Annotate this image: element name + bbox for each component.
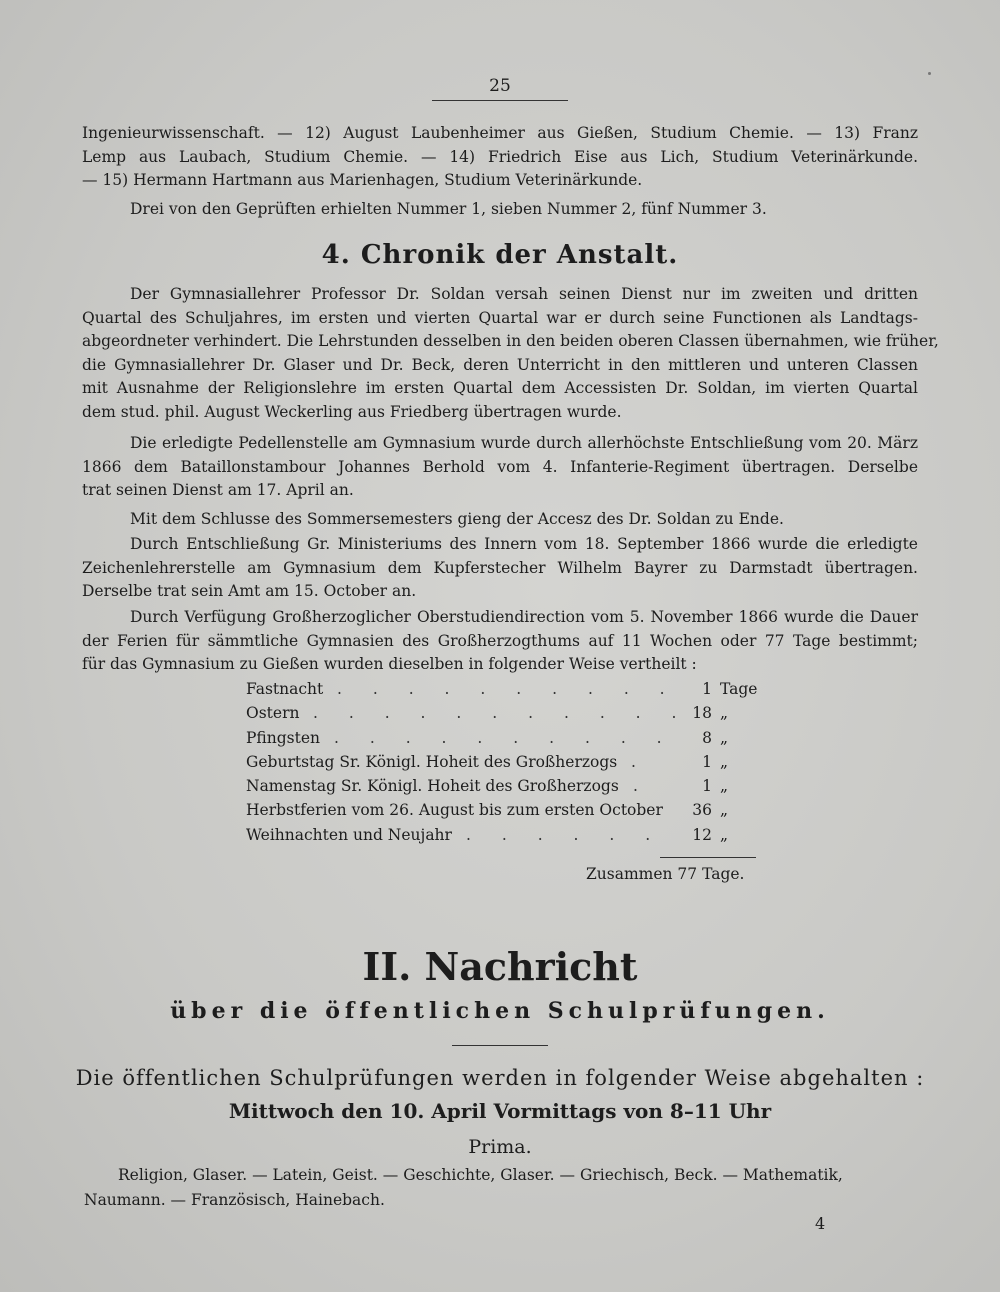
holiday-row [246, 680, 766, 704]
leader-dots: . . . . . . . . . . . [313, 704, 690, 723]
holiday-table [246, 680, 766, 850]
text-line: Ingenieurwissenschaft. — 12) August Laubenheimer aus Gießen, Studium Chemie. — 13) Franz [82, 124, 918, 142]
holiday-unit: „ [720, 728, 729, 747]
signature-mark: 4 [815, 1214, 826, 1233]
holiday-label: Herbstferien vom 26. August bis zum ersten October [246, 801, 663, 820]
speck [928, 72, 931, 75]
chronicle-paragraph-1 [82, 283, 939, 425]
text-line: trat seinen Dienst am 17. April an. [82, 481, 354, 500]
leader-dots: . . . . . . . . . . [334, 728, 675, 747]
holiday-row [246, 826, 766, 850]
text-line: Lemp aus Laubach, Studium Chemie. — 14) Friedrich Eise aus Lich, Studium Veterinärkunde. [82, 147, 918, 166]
page-number: 25 [489, 76, 511, 96]
leader-dots: . . . . . . [466, 825, 664, 844]
chronicle-paragraph-4 [82, 533, 918, 604]
holiday-days: 18 [692, 704, 712, 723]
holiday-row [246, 704, 766, 728]
text-line: Religion, Glaser. — Latein, Geist. — Geschichte, Glaser. — Griechisch, Beck. — Mathematik, [118, 1166, 843, 1184]
text-line: Quartal des Schuljahres, im ersten und vierten Quartal war er durch seine Functionen als Landtags- [82, 308, 918, 327]
text-line: — 15) Hermann Hartmann aus Marienhagen, Studium Veterinärkunde. [82, 171, 643, 190]
chronicle-paragraph-2 [82, 432, 918, 503]
chronicle-paragraph-3 [82, 508, 918, 532]
leader-dots: . . . . . . . . . . [337, 680, 678, 698]
holiday-label: Weihnachten und Neujahr [246, 825, 452, 844]
leader-dots: . [631, 752, 649, 771]
holiday-label: Geburtstag Sr. Königl. Hoheit des Großherzogs [246, 752, 618, 771]
text-line: mit Ausnahme der Religionslehre im ersten Quartal dem Accessisten Dr. Soldan, im vierten Quartal [82, 379, 918, 398]
holiday-unit: „ [720, 752, 729, 771]
exam-date-line: Mittwoch den 10. April Vormittags von 8–11 Uhr [228, 1099, 772, 1123]
intro-paragraph [82, 122, 918, 193]
holiday-days: 36 [692, 801, 712, 820]
section-title: 4. Chronik der Anstalt. [321, 240, 679, 270]
section-divider [452, 1045, 548, 1046]
text-line: Durch Entschließung Gr. Ministeriums des Innern vom 18. September 1866 wurde die erledigte [130, 535, 918, 553]
sum-rule [660, 857, 756, 858]
holiday-unit: Tage [720, 680, 758, 698]
holiday-unit: „ [720, 801, 729, 820]
holiday-label: Pfingsten [246, 728, 321, 747]
holiday-row [246, 729, 766, 753]
chronicle-paragraph-5 [82, 606, 918, 677]
holiday-days: 1 [702, 680, 712, 698]
holiday-label: Namenstag Sr. Königl. Hoheit des Großherzogs [246, 777, 619, 796]
holiday-total: Zusammen 77 Tage. [586, 865, 745, 883]
text-line: Naumann. — Französisch, Hainebach. [84, 1191, 385, 1209]
holiday-label: Fastnacht [246, 680, 324, 698]
text-line: abgeordneter verhindert. Die Lehrstunden desselben in den beiden oberen Classen übernahmen, wie früher, [82, 332, 939, 351]
holiday-label: Ostern [246, 704, 300, 723]
text-line: Zeichenlehrerstelle am Gymnasium dem Kupferstecher Wilhelm Bayrer zu Darmstadt übertragen. [82, 558, 918, 577]
holiday-row [246, 801, 766, 825]
holiday-unit: „ [720, 825, 729, 844]
text-line: Mit dem Schlusse des Sommersemesters gieng der Accesz des Dr. Soldan zu Ende. [130, 510, 784, 528]
holiday-days: 8 [702, 728, 712, 747]
holiday-row [246, 777, 766, 801]
text-line: der Ferien für sämmtliche Gymnasien des Großherzogthums auf 11 Wochen oder 77 Tage bestimmt; [82, 631, 918, 650]
text-line: die Gymnasiallehrer Dr. Glaser und Dr. Beck, deren Unterricht in den mittleren und unteren Classen [82, 355, 918, 374]
heading-ii-subtitle: über die öffentlichen Schulprüfungen. [170, 998, 830, 1024]
text-line: dem stud. phil. August Weckerling aus Friedberg übertragen wurde. [82, 402, 622, 421]
holiday-days: 1 [702, 752, 712, 771]
text-line: Durch Verfügung Großherzoglicher Oberstudiendirection vom 5. November 1866 wurde die Dauer [130, 608, 918, 626]
holiday-row [246, 753, 766, 777]
holiday-days: 1 [702, 777, 712, 796]
heading-ii: II. Nachricht [362, 944, 638, 989]
leader-dots: . [633, 777, 651, 796]
holiday-unit: „ [720, 704, 729, 723]
subjects-block [84, 1163, 916, 1213]
class-heading: Prima. [468, 1136, 532, 1158]
text-line: 1866 dem Bataillonstambour Johannes Berhold vom 4. Infanterie-Regiment übertragen. Derselbe [82, 457, 918, 476]
holiday-days: 12 [692, 825, 712, 844]
text-line: für das Gymnasium zu Gießen wurden dieselben in folgender Weise vertheilt : [82, 655, 697, 674]
text-line: Derselbe trat sein Amt am 15. October an. [82, 582, 417, 601]
text-line: Der Gymnasiallehrer Professor Dr. Soldan versah seinen Dienst nur im zweiten und dritten [130, 285, 918, 303]
holiday-unit: „ [720, 777, 729, 796]
announcement: Die öffentlichen Schulprüfungen werden in folgender Weise abgehalten : [75, 1066, 925, 1090]
header-rule [432, 100, 568, 101]
results-line: Drei von den Geprüften erhielten Nummer 1, sieben Nummer 2, fünf Nummer 3. [130, 200, 767, 218]
text-line: Die erledigte Pedellenstelle am Gymnasium wurde durch allerhöchste Entschließung vom 20. März [130, 434, 918, 452]
